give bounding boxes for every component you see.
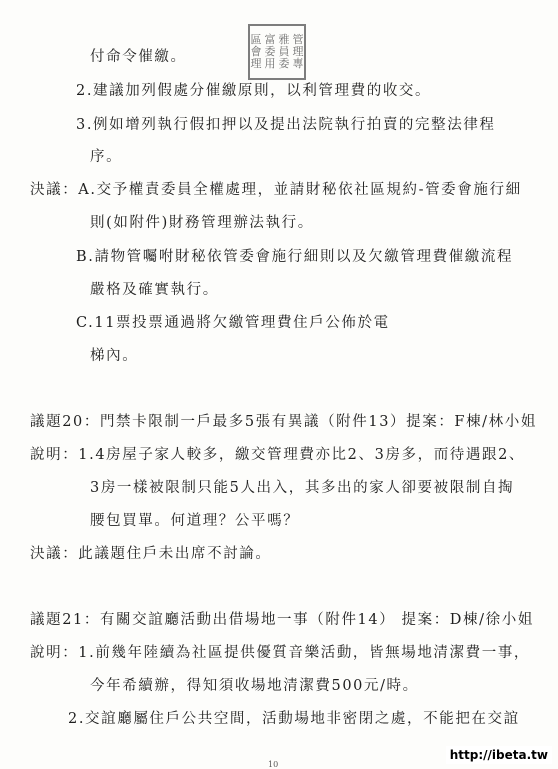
seal-char: 富 — [264, 33, 276, 46]
doc-line-item-3: 3.例如增列執行假扣押以及提出法院執行拍賣的完整法律程 — [76, 117, 496, 133]
issue-20-resolution: 決議：此議題住戶未出席不討論。 — [30, 546, 272, 562]
doc-line-continuation: 付命令催繳。 — [90, 49, 187, 65]
seal-char: 員 — [278, 45, 290, 58]
seal-char: 專 — [292, 57, 304, 70]
page-number: 10 — [268, 760, 279, 769]
resolution-line-a: 決議：A.交予權責委員全權處理，並請財秘依社區規約-管委會施行細 — [30, 182, 522, 198]
seal-char: 委 — [264, 45, 276, 58]
issue-20-heading: 議題20：門禁卡限制一戶最多5張有異議（附件13）提案：F棟/林小姐 — [30, 414, 537, 430]
seal-char: 區 — [250, 33, 262, 46]
doc-line-continuation: 嚴格及確實執行。 — [90, 282, 219, 298]
issue-20-explanation: 說明：1.4房屋子家人較多，繳交管理費亦比2、3房多，而待遇跟2、 — [30, 447, 526, 463]
doc-line-continuation: 則(如附件)財務管理辦法執行。 — [90, 215, 314, 231]
doc-line-continuation: 腰包買單。何道理？公平嗎？ — [90, 513, 300, 529]
doc-line-item-2: 2.建議加列假處分催繳原則，以利管理費的收交。 — [76, 83, 432, 99]
stamp-seal — [248, 24, 306, 80]
seal-char: 理 — [292, 45, 304, 58]
seal-char: 雅 — [278, 33, 290, 46]
doc-line-continuation: 今年希續辦，得知須收場地清潔費500元/時。 — [90, 678, 419, 694]
doc-line-continuation: 序。 — [90, 149, 123, 165]
issue-21-explanation: 說明：1.前幾年陸續為社區提供優質音樂活動，皆無場地清潔費一事， — [30, 645, 531, 661]
seal-char: 委 — [278, 57, 290, 70]
seal-char: 會 — [250, 45, 262, 58]
doc-line-continuation: 梯內。 — [90, 348, 139, 364]
issue-21-heading: 議題21：有關交誼廳活動出借場地一事（附件14） 提案：D棟/徐小姐 — [30, 612, 534, 628]
resolution-line-b: B.請物管囑咐財秘依管委會施行細則以及欠繳管理費催繳流程 — [76, 249, 514, 265]
watermark-link: http://ibeta.tw — [446, 746, 552, 764]
seal-char: 理 — [250, 57, 262, 70]
seal-char: 用 — [264, 57, 276, 70]
resolution-line-c: C.11票投票通過將欠繳管理費住戶公佈於電 — [76, 315, 390, 331]
seal-char: 管 — [292, 33, 304, 46]
issue-21-item-2: 2.交誼廳屬住戶公共空間，活動場地非密閉之處，不能把在交誼 — [68, 711, 520, 727]
doc-line-continuation: 3房一樣被限制只能5人出入，其多出的家人卻要被限制自掏 — [90, 480, 515, 496]
